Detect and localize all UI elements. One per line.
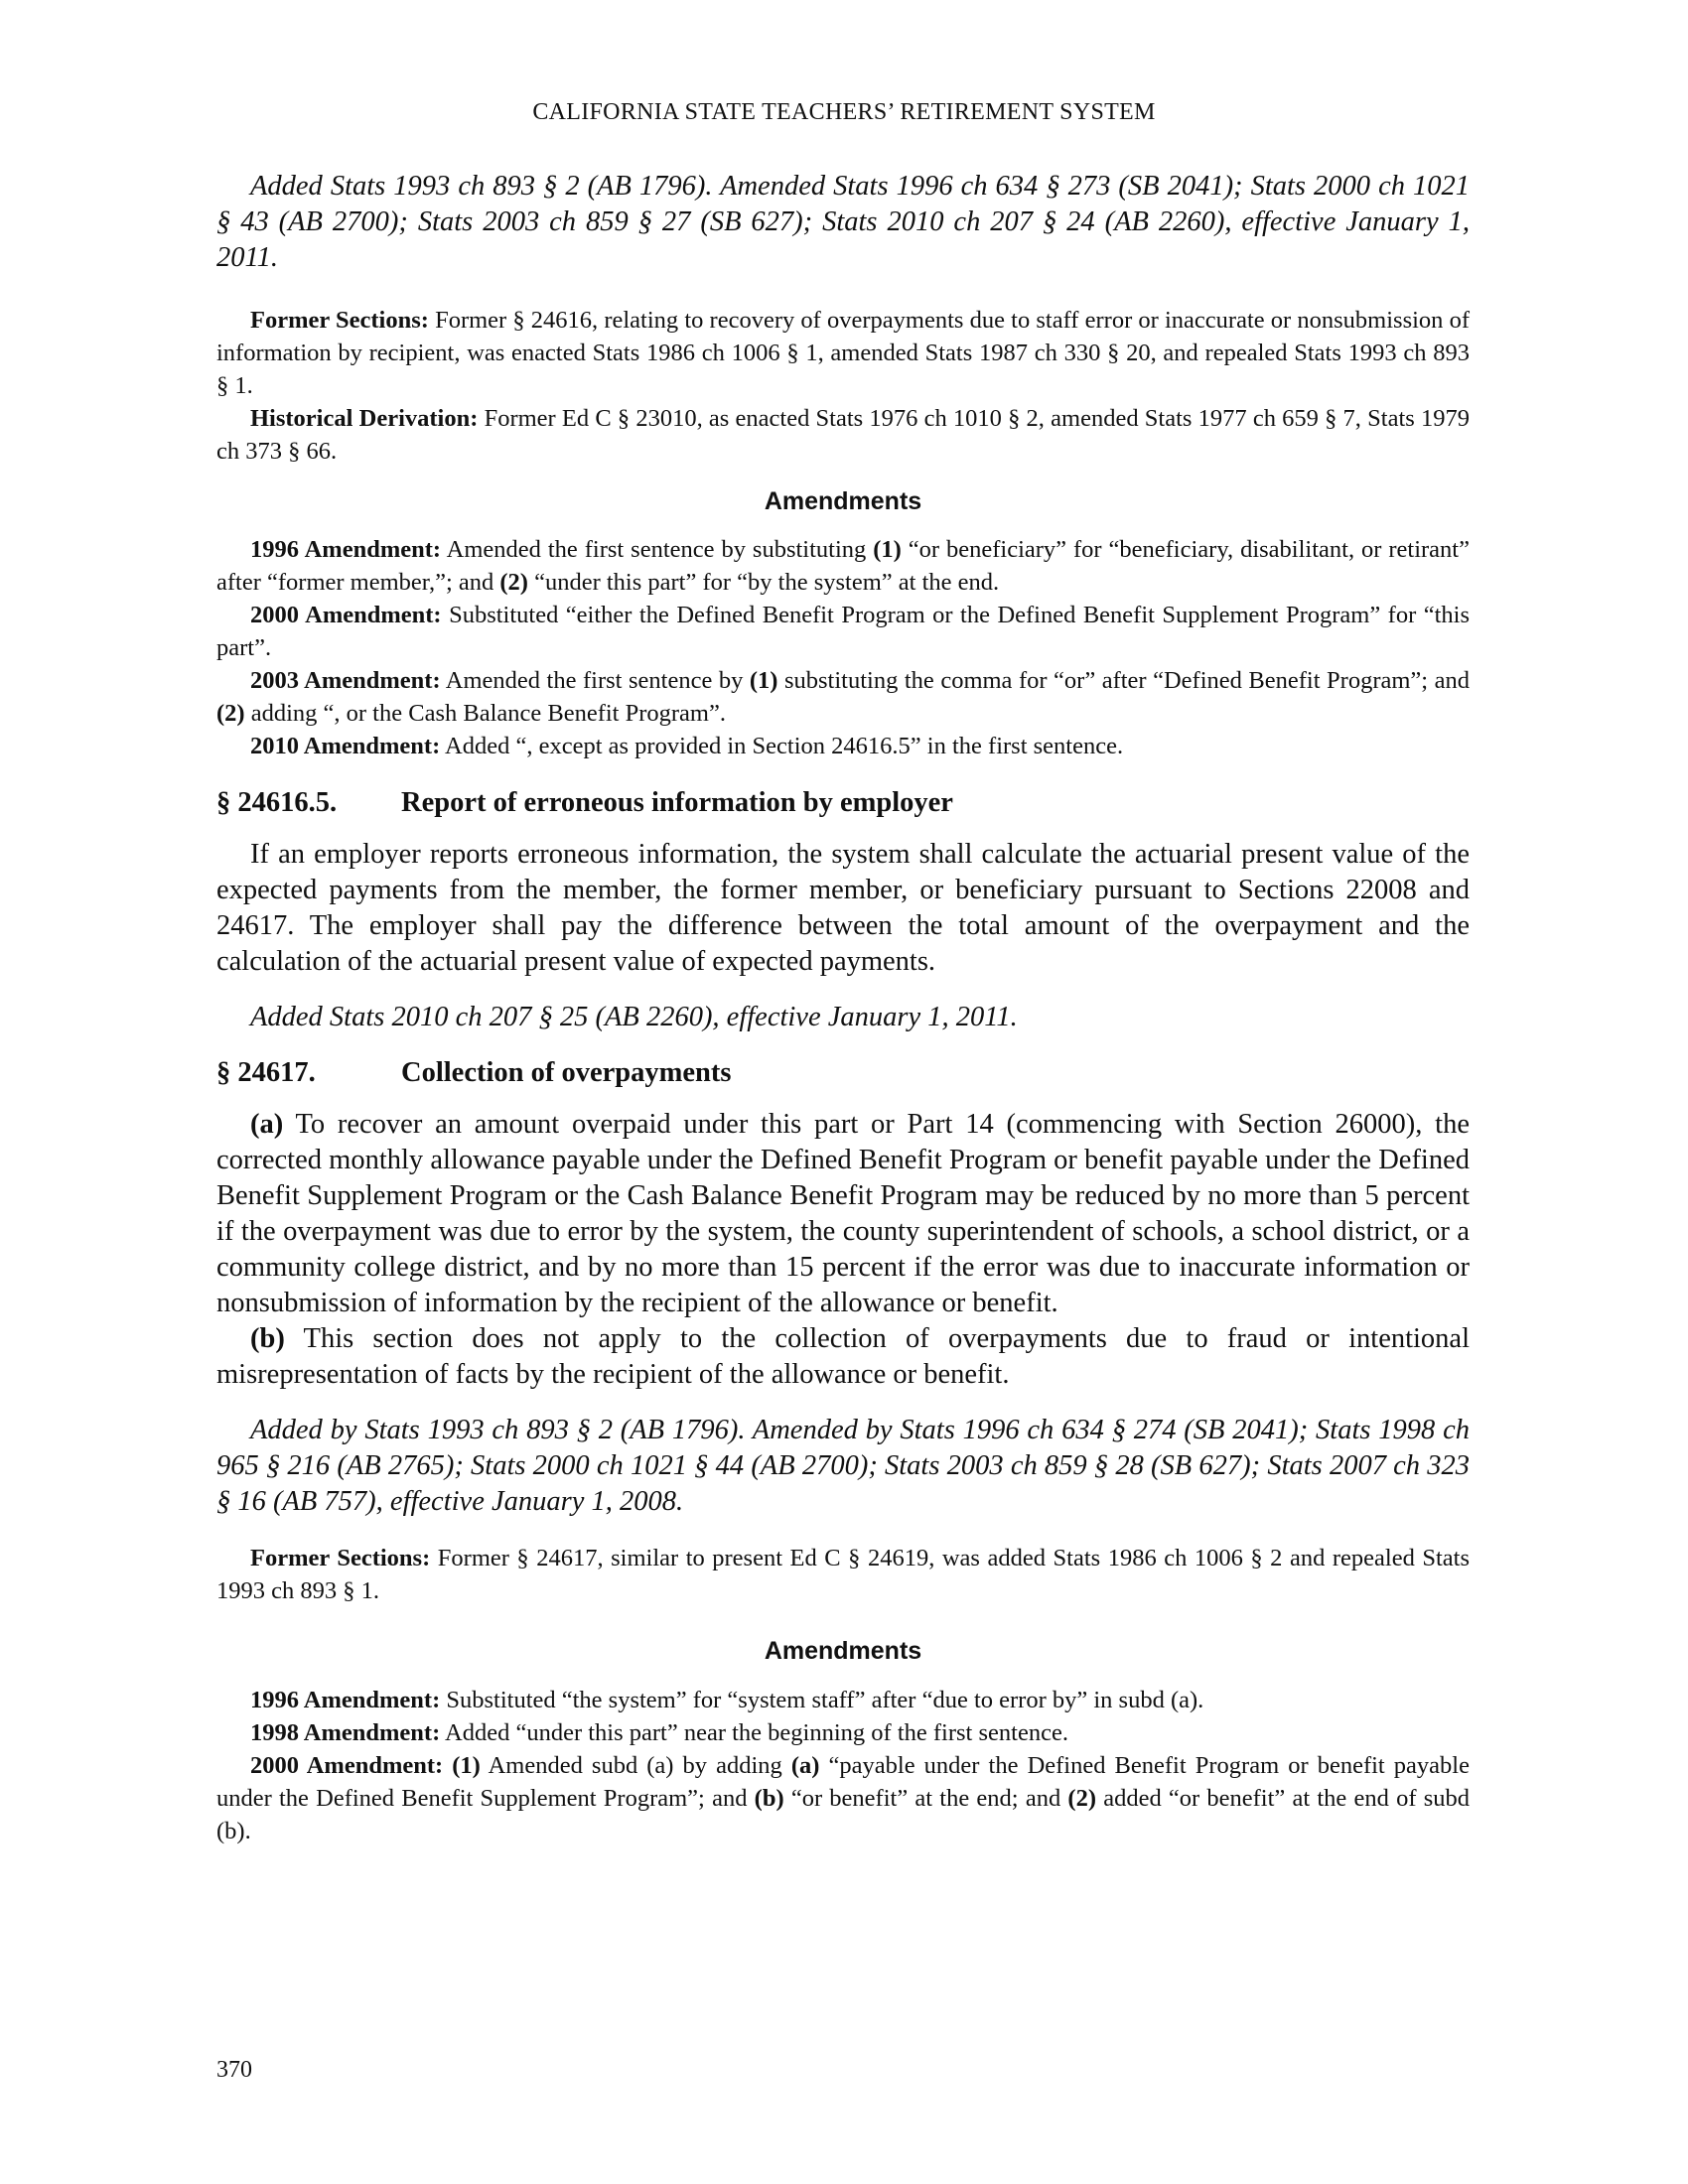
section-title: Report of erroneous information by employer [401,787,953,818]
amendment-2000 [216,1749,1470,1847]
amendments-heading: Amendments [764,1637,922,1665]
amendments-list [216,533,1470,762]
amendment-item-number: (2) [499,569,528,596]
amendment-text: Amended the first sentence by substituting [441,536,874,563]
history-note: Added Stats 1993 ch 893 § 2 (AB 1796). Amended Stats 1996 ch 634 § 273 (SB 2041); Stats 2000 ch 1021 § 43 (AB 2700); Stats 2003 ch 859 § 27 (SB 627); Stats 2010 ch 207 § 24 (AB 2260), effective January 1, 2011. [216,171,1470,273]
former-sections-note [216,304,1470,402]
section-history: Added Stats 2010 ch 207 § 25 (AB 2260), effective January 1, 2011. [250,1002,1018,1032]
amendment-text: Substituted “the system” for “system staff” after “due to error by” in subd (a). [440,1687,1204,1713]
amendment-item-number: (1) [873,536,902,563]
amendment-text: adding “, or the Cash Balance Benefit Program”. [244,700,726,727]
amendment-1998 [216,1716,1470,1749]
amendment-item-number: (a) [790,1752,820,1779]
amendment-text: “under this part” for “by the system” at the end. [527,569,1000,596]
historical-derivation-text: Former Ed C § 23010, as enacted Stats 1976 ch 1010 § 2, amended Stats 1977 ch 659 § 7, Stats 1979 ch 373 § 66. [216,405,1470,465]
amendment-text: “or beneficiary” for “beneficiary, disabilitant, or retirant” after “former member,”; and [216,536,1470,596]
section-number: § 24616.5. [216,787,338,818]
former-sections-note [216,1542,1470,1607]
section-number: § 24617. [216,1057,316,1088]
historical-derivation-label: Historical Derivation: [250,405,479,432]
amendment-text: Added “, except as provided in Section 24616.5” in the first sentence. [440,733,1124,759]
former-sections-label: Former Sections: [250,1545,431,1571]
amendment-text: added “or benefit” at the end of subd (b). [216,1785,1470,1844]
amendment-text: “payable under the Defined Benefit Program or benefit payable under the Defined Benefit Supplement Program”; and [216,1752,1470,1812]
page-number: 370 [216,2057,252,2083]
amendments-list [216,1684,1470,1847]
section-history: Added by Stats 1993 ch 893 § 2 (AB 1796). Amended by Stats 1996 ch 634 § 274 (SB 2041); Stats 1998 ch 965 § 216 (AB 2765); Stats 2000 ch 1021 § 44 (AB 2700); Stats 2003 ch 859 § 28 (SB 627); Stats 2007 ch 323 § 16 (AB 757), effective January 1, 2008. [216,1415,1470,1517]
amendment-text: Substituted “either the Defined Benefit Program or the Defined Benefit Supplement Program” for “this part”. [216,602,1470,661]
amendment-item-number: (1) [749,667,778,694]
amendments-heading: Amendments [764,487,922,515]
amendment-label: 2000 Amendment: [250,1752,444,1779]
subdivision-label: (a) [250,1109,284,1140]
amendment-item-number: (b) [754,1785,784,1812]
former-sections-label: Former Sections: [250,307,429,334]
amendment-item-number: (2) [216,700,245,727]
amendment-label: 2003 Amendment: [250,667,441,694]
amendment-item-number: (1) [443,1752,481,1779]
former-sections-text: Former § 24617, similar to present Ed C § 24619, was added Stats 1986 ch 1006 § 2 and repealed Stats 1993 ch 893 § 1. [216,1545,1471,1604]
amendment-2010 [216,730,1470,762]
amendment-label: 2000 Amendment: [250,602,442,628]
page-content [216,169,1470,1847]
subdivision-b [216,1321,1470,1393]
section-heading-24617 [216,1055,1470,1091]
subdivision-text: This section does not apply to the collection of overpayments due to fraud or intentional misrepresentation of facts by the recipient of the allowance or benefit. [216,1323,1470,1390]
amendment-2000 [216,599,1470,664]
historical-derivation-note [216,402,1470,468]
amendment-text: substituting the comma for “or” after “Defined Benefit Program”; and [777,667,1470,694]
section-body: If an employer reports erroneous information, the system shall calculate the actuarial present value of the expected payments from the member, the former member, or beneficiary pursuant to Sections 22008 and 24617. The employer shall pay the difference between the total amount of the overpayment and the calculation of the actuarial present value of expected payments. [216,839,1470,977]
amendment-text: Added “under this part” near the beginning of the first sentence. [440,1719,1068,1746]
subdivision-label: (b) [250,1323,285,1354]
amendment-item-number: (2) [1067,1785,1096,1812]
amendment-1996 [216,533,1470,599]
amendment-text: Amended subd (a) by adding [480,1752,791,1779]
amendment-label: 1998 Amendment: [250,1719,441,1746]
section-heading-24616-5 [216,785,1470,821]
amendment-label: 1996 Amendment: [250,536,442,563]
amendment-text: Amended the first sentence by [440,667,750,694]
subdivision-text: To recover an amount overpaid under this part or Part 14 (commencing with Section 26000), the corrected monthly allowance payable under the Defined Benefit Program or benefit payable under the Defined Benefit Supplement Program or the Cash Balance Benefit Program may be reduced by no more than 5 percent if the overpayment was due to error by the system, the county superintendent of schools, a school district, or a community college district, and by no more than 15 percent if the error was due to inaccurate information or nonsubmission of information by the recipient of the allowance or benefit. [216,1109,1470,1318]
amendment-text: “or benefit” at the end; and [783,1785,1068,1812]
amendment-label: 2010 Amendment: [250,733,441,759]
amendment-label: 1996 Amendment: [250,1687,441,1713]
amendment-2003 [216,664,1470,730]
subdivision-a [216,1107,1470,1321]
former-sections-text: Former § 24616, relating to recovery of overpayments due to staff error or inaccurate or nonsubmission of information by recipient, was enacted Stats 1986 ch 1006 § 1, amended Stats 1987 ch 330 § 20, and repealed Stats 1993 ch 893 § 1. [216,307,1470,399]
amendment-1996 [216,1684,1470,1716]
section-title: Collection of overpayments [401,1057,732,1088]
running-header: CALIFORNIA STATE TEACHERS’ RETIREMENT SYSTEM [532,99,1156,125]
